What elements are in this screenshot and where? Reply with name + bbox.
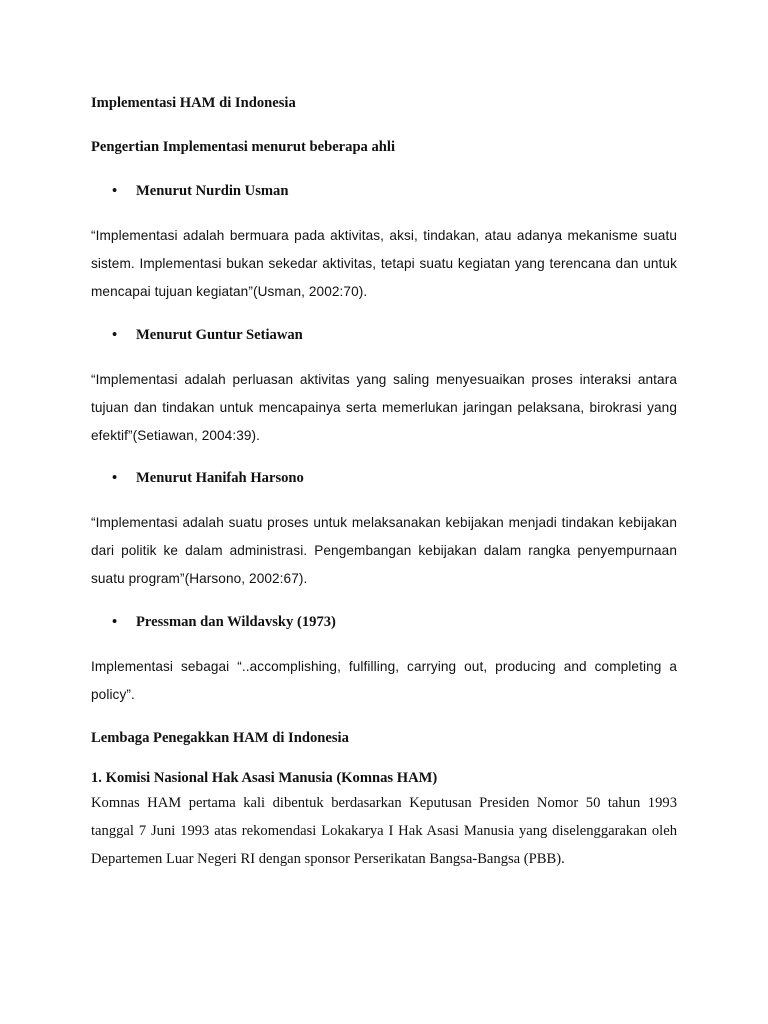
expert-quote: “Implementasi adalah perluasan aktivitas yang saling menyesuaikan proses interaksi antara tujuan dan tindakan untuk mencapainya serta memerlukan jaringan pelaksana, birokrasi yang efektif”(Setiawan, 2004:39).	[91, 372, 677, 443]
expert-name: Menurut Nurdin Usman	[136, 183, 289, 199]
section-heading-definitions: Pengertian Implementasi menurut beberapa ahli	[91, 139, 396, 155]
expert-name: Pressman dan Wildavsky (1973)	[136, 614, 336, 630]
item-paragraph: Komnas HAM pertama kali dibentuk berdasarkan Keputusan Presiden Nomor 50 tahun 1993 tanggal 7 Juni 1993 atas rekomendasi Lokakarya I Hak Asasi Manusia yang diselenggarakan oleh Departemen Luar Negeri RI dengan sponsor Perserikatan Bangsa-Bangsa (PBB).	[91, 795, 677, 867]
item-number: 1.	[91, 770, 102, 786]
document-title: Implementasi HAM di Indonesia	[91, 95, 296, 111]
expert-quote: “Implementasi adalah bermuara pada aktivitas, aksi, tindakan, atau adanya mekanisme suatu sistem. Implementasi bukan sekedar aktivitas, tetapi suatu kegiatan yang terencana dan untuk mencapai tujuan kegiatan”(Usman, 2002:70).	[91, 228, 677, 299]
expert-quote: “Implementasi adalah suatu proses untuk melaksanakan kebijakan menjadi tindakan kebijakan dari politik ke dalam administrasi. Pengembangan kebijakan dalam rangka penyempurnaan suatu program”(Harsono, 2002:67).	[91, 515, 677, 586]
bullet-icon: •	[112, 470, 118, 486]
bullet-icon: •	[112, 327, 118, 343]
item-title: Komisi Nasional Hak Asasi Manusia (Komnas HAM)	[105, 770, 438, 786]
section-heading-institutions: Lembaga Penegakkan HAM di Indonesia	[91, 730, 349, 746]
numbered-item-heading	[91, 768, 437, 788]
bullet-icon: •	[112, 614, 118, 630]
expert-quote: Implementasi sebagai “..accomplishing, fulfilling, carrying out, producing and completing a policy”.	[91, 659, 677, 702]
expert-name: Menurut Hanifah Harsono	[136, 470, 304, 486]
bullet-icon: •	[112, 183, 118, 199]
expert-name: Menurut Guntur Setiawan	[136, 327, 303, 343]
